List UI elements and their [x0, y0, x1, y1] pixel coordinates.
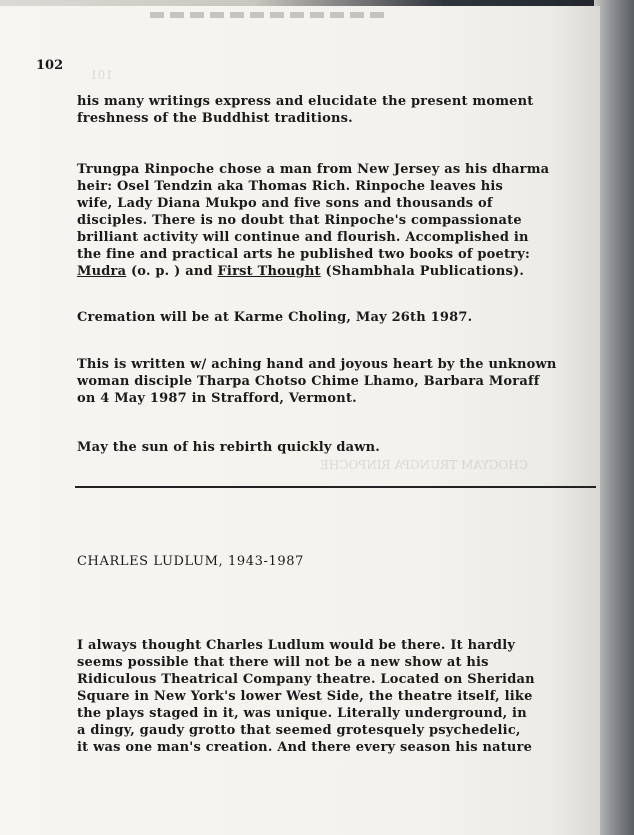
- paragraph-2-line: brilliant activity will continue and flourish. Accomplished in: [77, 230, 529, 245]
- bleed-through-text: 101: [90, 68, 113, 82]
- paragraph-1-line: his many writings express and elucidate the present moment: [77, 94, 534, 109]
- book-title-mudra: Mudra: [77, 264, 127, 279]
- paragraph-1-line: freshness of the Buddhist traditions.: [77, 111, 353, 126]
- section-heading: CHARLES LUDLUM, 1943-1987: [77, 554, 304, 569]
- paragraph-2-line: wife, Lady Diana Mukpo and five sons and thousands of: [77, 196, 493, 211]
- book-spine-edge: [594, 0, 634, 835]
- paragraph-4-line: seems possible that there will not be a new show at his: [77, 655, 489, 670]
- paragraph-4-line: a dingy, gaudy grotto that seemed grotesquely psychedelic,: [77, 723, 521, 738]
- section-divider: [75, 486, 596, 488]
- paragraph-2-line: heir: Osel Tendzin aka Thomas Rich. Rinpoche leaves his: [77, 179, 503, 194]
- page-number: 102: [36, 58, 64, 73]
- paragraph-3-line: woman disciple Tharpa Chotso Chime Lhamo, Barbara Moraff: [77, 374, 540, 389]
- cremation-note: Cremation will be at Karme Choling, May 26th 1987.: [77, 310, 473, 325]
- bleed-through-text: CHOGYAM TRUNGPA RINPOCHE: [320, 458, 528, 472]
- paragraph-4-line: it was one man's creation. And there every season his nature: [77, 740, 533, 755]
- title-separator: (o. p. ) and: [126, 264, 218, 279]
- top-bleed-through: [150, 12, 390, 18]
- paragraph-3-line: This is written w/ aching hand and joyous heart by the unknown: [77, 357, 557, 372]
- book-title-first-thought: First Thought: [217, 264, 321, 279]
- paragraph-2-line-titles: [77, 263, 524, 280]
- paragraph-4-line: Square in New York's lower West Side, the theatre itself, like: [77, 689, 533, 704]
- paragraph-4-line: I always thought Charles Ludlum would be there. It hardly: [77, 638, 516, 653]
- paragraph-4-line: the plays staged in it, was unique. Literally underground, in: [77, 706, 527, 721]
- paragraph-2-line: disciples. There is no doubt that Rinpoche's compassionate: [77, 213, 522, 228]
- paragraph-2-line: the fine and practical arts he published two books of poetry:: [77, 247, 530, 262]
- paragraph-4-line: Ridiculous Theatrical Company theatre. Located on Sheridan: [77, 672, 535, 687]
- publisher-note: (Shambhala Publications).: [320, 264, 525, 279]
- paragraph-3-line: on 4 May 1987 in Strafford, Vermont.: [77, 391, 357, 406]
- paragraph-2-line: Trungpa Rinpoche chose a man from New Jersey as his dharma: [77, 162, 550, 177]
- blessing-line: May the sun of his rebirth quickly dawn.: [77, 440, 381, 455]
